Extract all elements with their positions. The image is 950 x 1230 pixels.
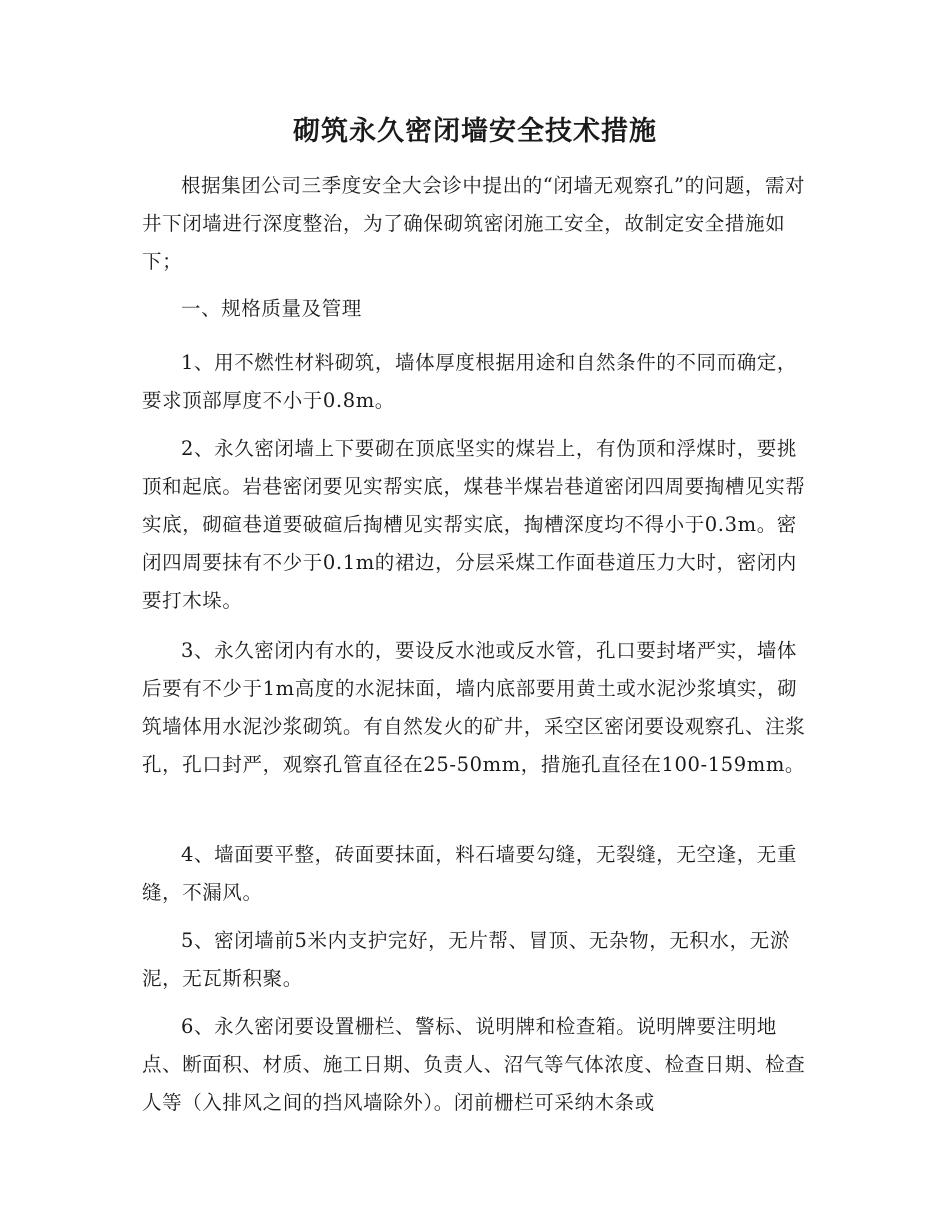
list-item (142, 632, 810, 784)
section-heading-text: 一、规格质量及管理 (181, 297, 362, 320)
intro-text: 根据集团公司三季度安全大会诊中提出的“闭墙无观察孔”的问题，需对井下闭墙进行深度整治，为了确保砌筑密闭施工安全，故制定安全措施如下； (142, 174, 806, 273)
list-item (142, 922, 810, 998)
item-6-text: 6、永久密闭要设置栅栏、警标、说明牌和检查箱。说明牌要注明地点、断面积、材质、施工日期、负责人、沼气等气体浓度、检查日期、检查人等（入排风之间的挡风墙除外）。闭前栅栏可采纳木条或 (142, 1015, 806, 1114)
item-2-text: 2、永久密闭墙上下要砌在顶底坚实的煤岩上，有伪顶和浮煤时，要挑顶和起底。岩巷密闭要见实帮实底，煤巷半煤岩巷道密闭四周要掏槽见实帮实底，砌碹巷道要破碹后掏槽见实帮实底，掏槽深度均不得小于0.3m。密闭四周要抹有不少于0.1m的裙边，分层采煤工作面巷道压力大时，密闭内要打木垛。 (142, 437, 806, 612)
item-1-text: 1、用不燃性材料砌筑，墙体厚度根据用途和自然条件的不同而确定，要求顶部厚度不小于0.8m。 (142, 351, 798, 412)
list-item (142, 1008, 810, 1122)
list-item (142, 430, 810, 620)
item-4-text: 4、墙面要平整，砖面要抹面，料石墙要勾缝，无裂缝，无空逢，无重缝，不漏风。 (142, 843, 798, 904)
list-item (142, 836, 810, 912)
list-item (142, 344, 810, 420)
item-3-text: 3、永久密闭内有水的，要设反水池或反水管，孔口要封堵严实，墙体后要有不少于1m高度的水泥抹面，墙内底部要用黄土或水泥沙浆填实，砌筑墙体用水泥沙浆砌筑。有自然发火的矿井，采空区密闭要设观察孔、注浆孔，孔口封严，观察孔管直径在25-50mm，措施孔直径在100-159mm。 (142, 639, 806, 776)
item-5-text: 5、密闭墙前5米内支护完好，无片帮、冒顶、无杂物，无积水，无淤泥，无瓦斯积聚。 (142, 929, 790, 990)
intro-paragraph (142, 167, 810, 281)
section-heading (142, 290, 810, 328)
document-title: 砌筑永久密闭墙安全技术措施 (293, 116, 657, 147)
